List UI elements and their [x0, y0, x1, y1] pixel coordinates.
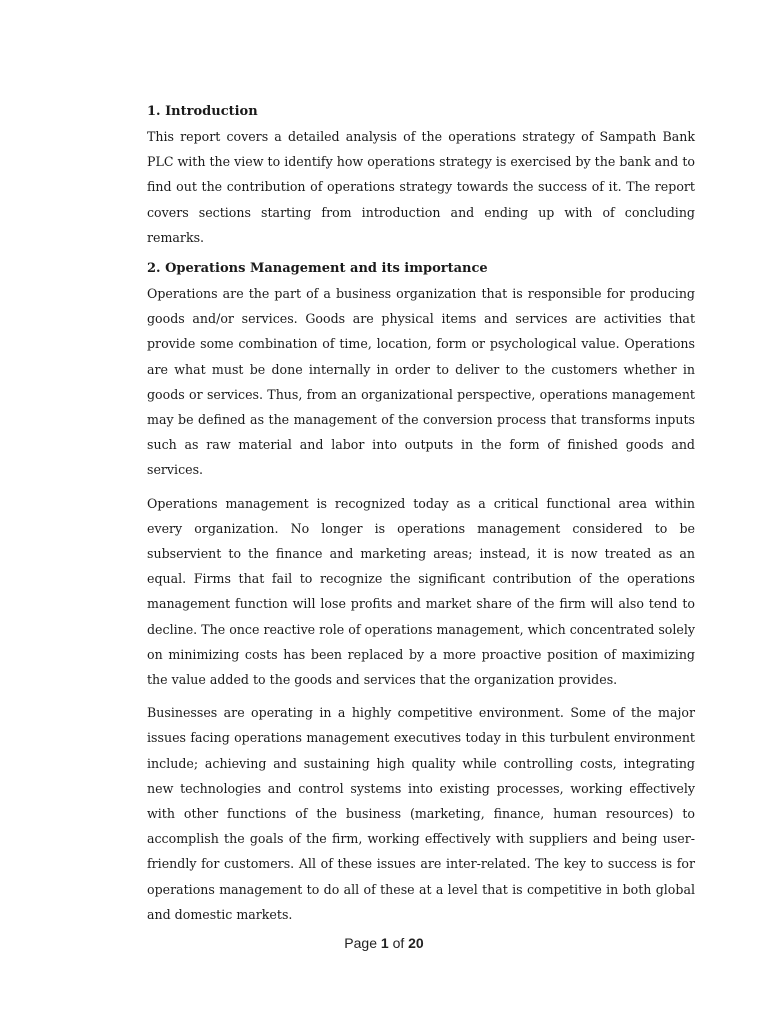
total-page-count: 20	[408, 935, 424, 951]
page-label: Page	[344, 935, 377, 951]
document-body	[147, 101, 695, 935]
operations-paragraph-1: Operations are the part of a business organization that is responsible for producing goods and/or services. Goods are physical items and services are activities that provide some combination of time, location, form or psychological value. Operations are what must be done internally in order to deliver to the customers whether in goods or services. Thus, from an organizational perspective, operations management may be defined as the management of the conversion process that transforms inputs such as raw material and labor into outputs in the form of finished goods and services.	[147, 286, 695, 478]
page-number-footer	[0, 935, 768, 951]
introduction-paragraph: This report covers a detailed analysis of the operations strategy of Sampath Bank PLC with the view to identify how operations strategy is exercised by the bank and to find out the contribution of operations strategy towards the success of it. The report covers sections starting from introduction and ending up with of concluding remarks.	[147, 129, 695, 245]
current-page-number: 1	[380, 935, 389, 951]
operations-paragraph-3: Businesses are operating in a highly competitive environment. Some of the major issues facing operations management executives today in this turbulent environment include; achieving and sustaining high quality while controlling costs, integrating new technologies and control systems into existing processes, working effectively with other functions of the business (marketing, finance, human resources) to accomplish the goals of the firm, working effectively with suppliers and being user-friendly for customers. All of these issues are inter-related. The key to success is for operations management to do all of these at a level that is competitive in both global and domestic markets.	[147, 705, 695, 922]
section-heading-operations-management: 2. Operations Management and its importance	[147, 261, 488, 277]
page-of-label: of	[392, 935, 405, 951]
operations-paragraph-2: Operations management is recognized today as a critical functional area within every organization. No longer is operations management considered to be subservient to the finance and marketing areas; instead, it is now treated as an equal. Firms that fail to recognize the significant contribution of the operations management function will lose profits and market share of the firm will also tend to decline. The once reactive role of operations management, which concentrated solely on minimizing costs has been replaced by a more proactive position of maximizing the value added to the goods and services that the organization provides.	[147, 495, 695, 688]
section-heading-introduction: 1. Introduction	[147, 104, 258, 119]
